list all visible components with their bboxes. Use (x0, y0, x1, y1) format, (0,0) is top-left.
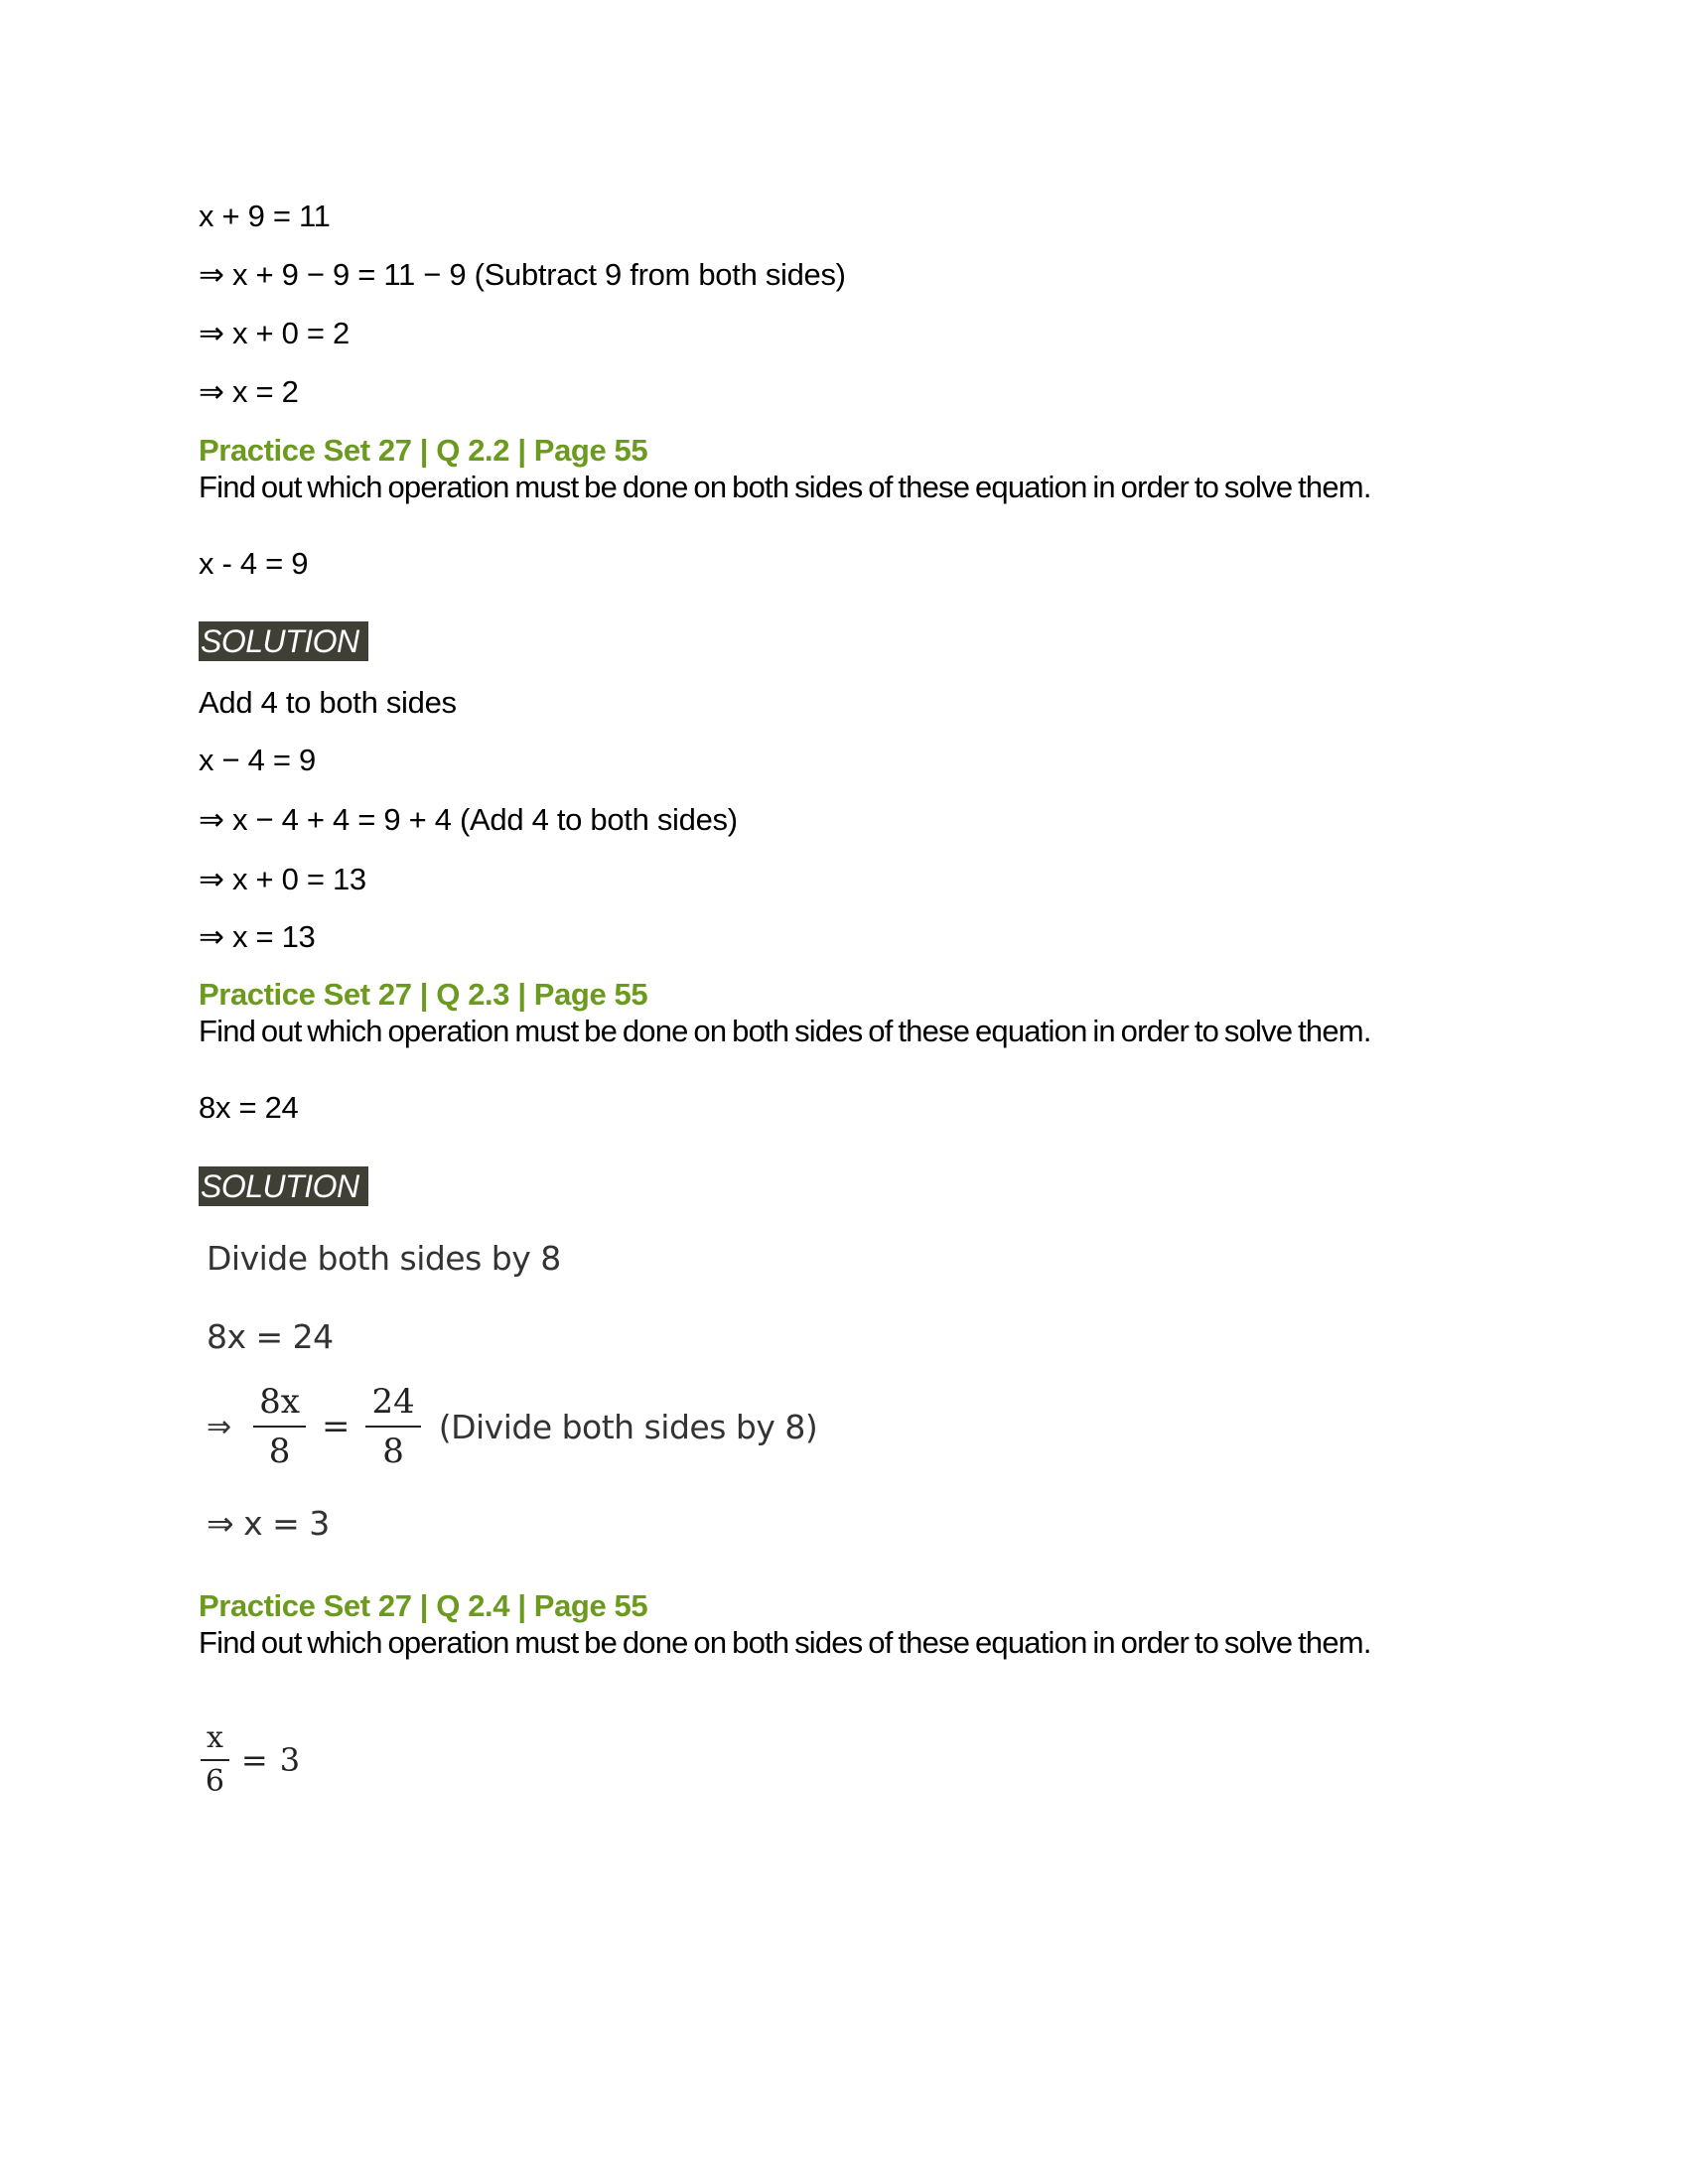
solution-intro-2-2: Add 4 to both sides (199, 685, 457, 720)
question-equation-2-4 (201, 1719, 312, 1801)
lhs-denominator: 8 (268, 1432, 291, 1471)
fraction-step-2-3 (207, 1380, 817, 1473)
question-heading-2-2: Practice Set 27 | Q 2.2 | Page 55 (199, 433, 648, 468)
prev-step-3: ⇒ x + 0 = 2 (199, 316, 350, 350)
solution-badge: SOLUTION (199, 1166, 368, 1206)
equation-denominator: 6 (205, 1764, 224, 1799)
prev-step-1: x + 9 = 11 (199, 199, 331, 233)
question-heading-2-3: Practice Set 27 | Q 2.3 | Page 55 (199, 977, 648, 1012)
solution-step-2: ⇒ x − 4 + 4 = 9 + 4 (Add 4 to both sides) (199, 802, 738, 837)
equals-sign: = (240, 1741, 268, 1779)
prev-step-4: ⇒ x = 2 (199, 374, 299, 409)
rhs-numerator: 24 (365, 1380, 420, 1428)
question-prompt-2-4: Find out which operation must be done on both sides of these equation in order to solve them. (199, 1625, 1371, 1660)
question-equation-2-3: 8x = 24 (199, 1090, 299, 1125)
solution-badge: SOLUTION (199, 621, 368, 661)
question-heading-2-4: Practice Set 27 | Q 2.4 | Page 55 (199, 1588, 648, 1623)
fraction-step-note: (Divide both sides by 8) (438, 1407, 818, 1446)
question-prompt-2-3: Find out which operation must be done on both sides of these equation in order to solve them. (199, 1014, 1371, 1048)
equals-sign: = (321, 1407, 351, 1446)
lhs-numerator: 8x (253, 1380, 306, 1428)
solution-result-2-3: ⇒ x = 3 (207, 1504, 330, 1543)
question-prompt-2-2: Find out which operation must be done on both sides of these equation in order to solve them. (199, 470, 1371, 504)
rhs-denominator: 8 (382, 1432, 404, 1471)
solution-first-step-2-3: 8x = 24 (207, 1317, 334, 1356)
solution-intro-2-3: Divide both sides by 8 (207, 1239, 561, 1278)
solution-step-3: ⇒ x + 0 = 13 (199, 862, 366, 896)
lhs-fraction (253, 1380, 306, 1473)
rhs-fraction (365, 1380, 420, 1473)
question-equation-2-2: x - 4 = 9 (199, 546, 309, 581)
equation-fraction (201, 1719, 229, 1801)
solution-step-4: ⇒ x = 13 (199, 919, 316, 954)
equation-rhs: 3 (279, 1741, 301, 1779)
solution-step-1: x − 4 = 9 (199, 743, 316, 777)
equation-numerator: x (201, 1719, 229, 1761)
implies-arrow: ⇒ (207, 1409, 232, 1444)
prev-step-2: ⇒ x + 9 − 9 = 11 − 9 (Subtract 9 from both sides) (199, 257, 846, 292)
